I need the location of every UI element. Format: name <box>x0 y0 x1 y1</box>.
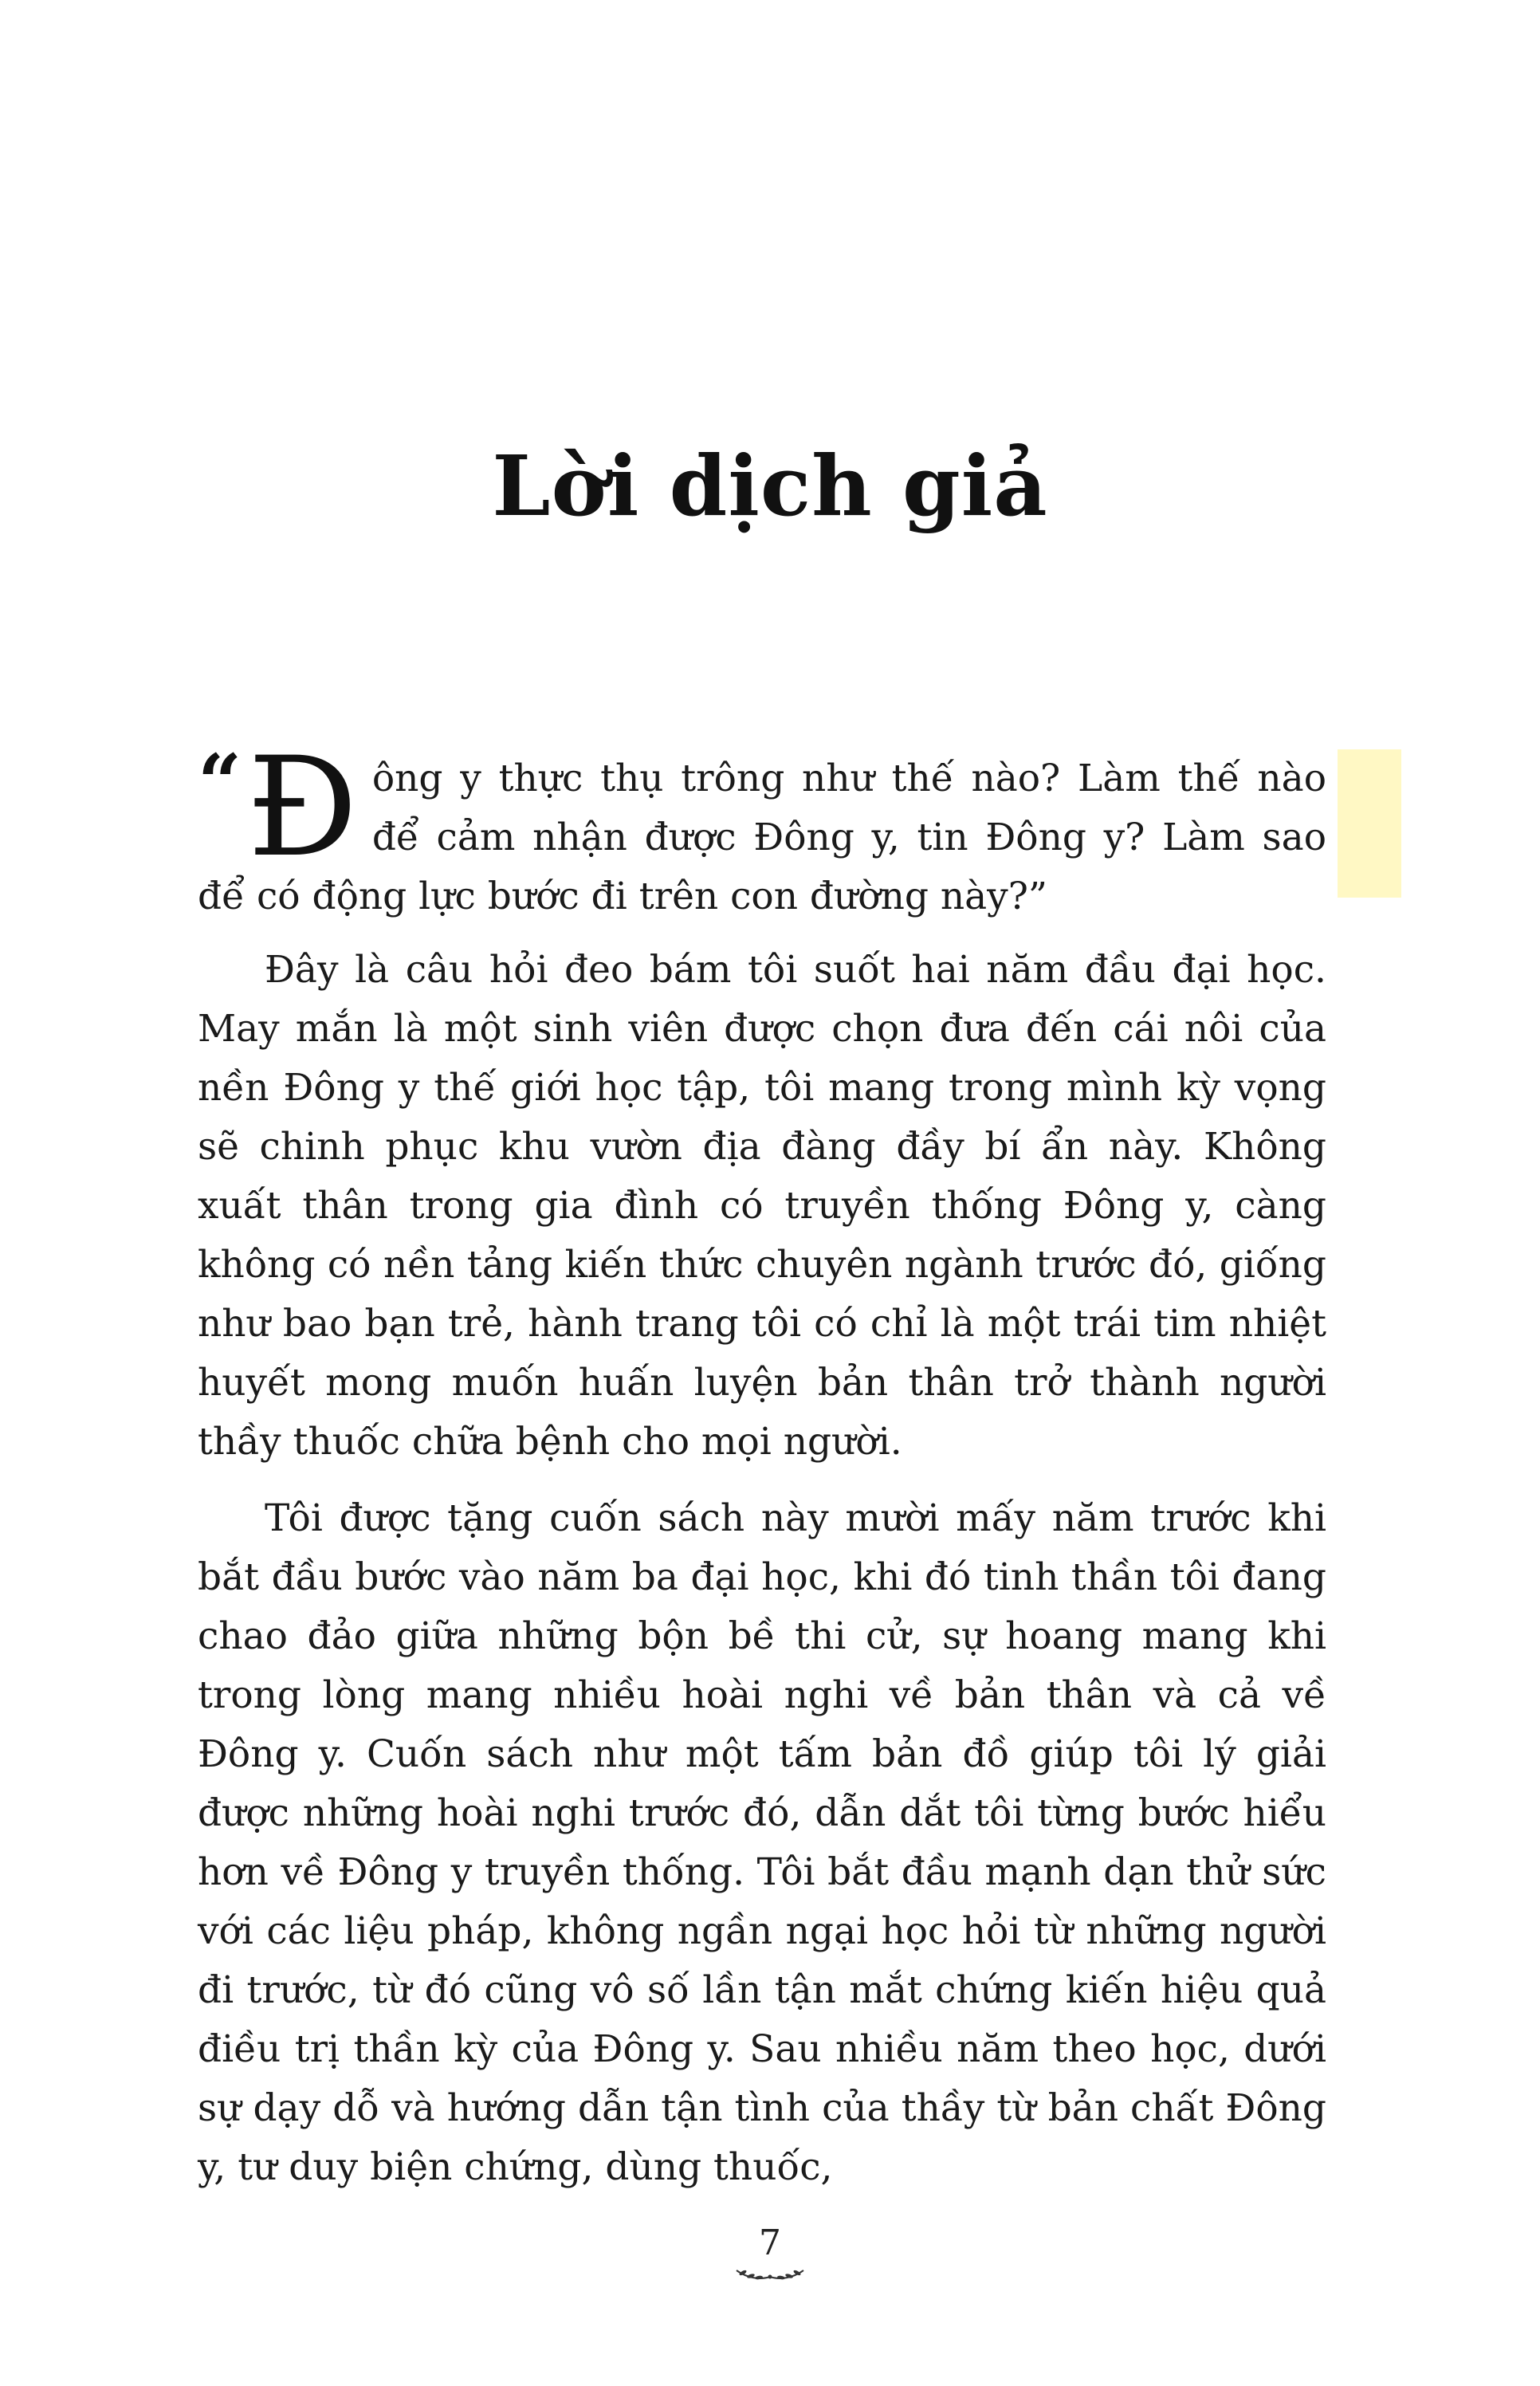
opening-quote-mark: “ <box>198 737 242 827</box>
intro-text: ông y thực thụ trông như thế nào? Làm thế nào để cảm nhận được Đông y, tin Đông y? Làm sao để có động lực bước đi trên con đường này?” <box>198 757 1326 918</box>
intro-paragraph <box>198 727 1326 926</box>
paragraph-2: Tôi được tặng cuốn sách này mười mấy năm trước khi bắt đầu bước vào năm ba đại học, khi đó tinh thần tôi đang chao đảo giữa những bộn bề thi cử, sự hoang mang khi trong lòng mang nhiều hoài nghi về bản thân và cả về Đông y. Cuốn sách như một tấm bản đồ giúp tôi lý giải được những hoài nghi trước đó, dẫn dắt tôi từng bước hiểu hơn về Đông y truyền thống. Tôi bắt đầu mạnh dạn thử sức với các liệu pháp, không ngần ngại học hỏi từ những người đi trước, từ đó cũng vô số lần tận mắt chứng kiến hiệu quả điều trị thần kỳ của Đông y. Sau nhiều năm theo học, dưới sự dạy dỗ và hướng dẫn tận tình của thầy từ bản chất Đông y, tư duy biện chứng, dùng thuốc, <box>198 1496 1326 2189</box>
leaf-ornament-icon <box>730 2261 810 2283</box>
page-number: 7 <box>759 2223 781 2263</box>
body-text <box>198 727 1326 2197</box>
paragraph-1: Đây là câu hỏi đeo bám tôi suốt hai năm đầu đại học. May mắn là một sinh viên được chọn đưa đến cái nôi của nền Đông y thế giới học tập, tôi mang trong mình kỳ vọng sẽ chinh phục khu vườn địa đàng đầy bí ẩn này. Không xuất thân trong gia đình có truyền thống Đông y, càng không có nền tảng kiến thức chuyên ngành trước đó, giống như bao bạn trẻ, hành trang tôi có chỉ là một trái tim nhiệt huyết mong muốn huấn luyện bản thân trở thành người thầy thuốc chữa bệnh cho mọi người. <box>198 948 1326 1464</box>
page-title: Lời dịch giả <box>492 437 1048 535</box>
chapter-tab-marker <box>1338 749 1401 898</box>
intro-quote <box>198 727 1326 926</box>
drop-cap: Đ <box>247 727 358 887</box>
